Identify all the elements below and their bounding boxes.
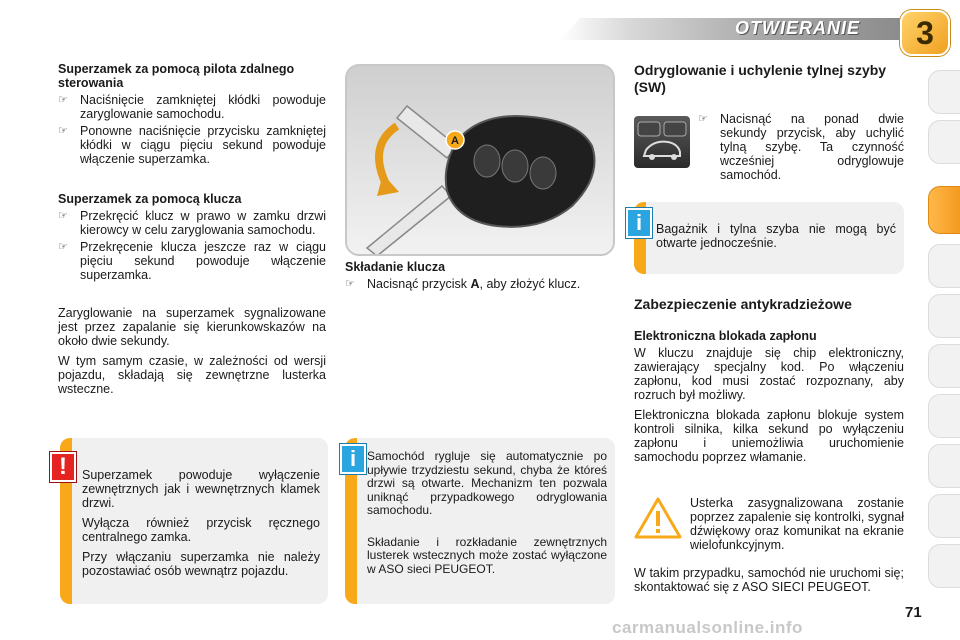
info-box-boot	[634, 202, 904, 274]
list-item: Nacisnąć na ponad dwie sekundy przycisk, aby uchylić tylną szybę. Ta czynność wcześniej odryglowuje samochód.	[720, 112, 904, 182]
chapter-tab-1[interactable]	[928, 70, 960, 114]
paragraph-contact-dealer: W takim przypadku, samochód nie uruchomi się; skontaktować się z ASO SIECI PEUGEOT.	[634, 566, 904, 594]
rear-window-instruction	[698, 112, 904, 182]
chapter-tab-6[interactable]	[928, 344, 960, 388]
chapter-tab-7[interactable]	[928, 394, 960, 438]
list-item: Naciśnięcie zamkniętej kłódki powoduje zaryglowanie samochodu.	[80, 93, 326, 121]
list-item-text: , aby złożyć klucz.	[479, 277, 581, 291]
bullet-hand-icon: ☞	[58, 241, 68, 253]
paragraph-immobiliser-chip: W kluczu znajduje się chip elektroniczny, zawierający specjalny kod. Po włączeniu zapłonu, kod musi zostać rozpoznany, aby rozruch był możliwy.	[634, 346, 904, 402]
info-icon: i	[340, 444, 366, 474]
section-title-antitheft: Zabezpieczenie antykradzieżowe	[634, 296, 852, 312]
list-item: Przekręcić klucz w prawo w zamku drzwi kierowcy w celu zaryglowania samochodu.	[80, 209, 326, 237]
warning-paragraph: Przy włączaniu superzamka nie należy pozostawiać osób wewnątrz pojazdu.	[82, 550, 320, 578]
chapter-tab-2[interactable]	[928, 120, 960, 164]
subsection-title-immobiliser: Elektroniczna blokada zapłonu	[634, 329, 817, 343]
warning-triangle-icon	[634, 496, 682, 540]
car-rear-window-icon	[634, 116, 690, 168]
section-title-rear-window: Odryglowanie i uchylenie tylnej szyby (SW)	[634, 62, 887, 95]
paragraph-fault-signal: Usterka zasygnalizowana zostanie poprzez zapalenie się kontrolki, sygnał dźwiękowy oraz komunikat na ekranie wielofunkcyjnym.	[690, 496, 905, 552]
remote-key-icon	[347, 66, 615, 256]
list-item: Ponowne naciśnięcie przycisku zamkniętej kłódki w ciągu pięciu sekund powoduje włączenie superzamka.	[80, 124, 326, 166]
info-icon: i	[626, 208, 652, 238]
list-item-key: A	[470, 277, 480, 291]
list-item	[367, 277, 580, 291]
paragraph-mirrors-fold: W tym samym czasie, w zależności od wersji pojazdu, składają się zewnętrzne lusterka wsteczne.	[58, 354, 326, 396]
chapter-number-badge: 3	[900, 10, 950, 56]
list-item-text: Nacisnąć przycisk	[367, 277, 471, 291]
chapter-tab-8[interactable]	[928, 444, 960, 488]
chapter-title: OTWIERANIE	[735, 18, 860, 38]
column-middle	[345, 260, 615, 291]
column-left	[58, 62, 326, 396]
chapter-tab-9[interactable]	[928, 494, 960, 538]
paragraph-immobiliser-block: Elektroniczna blokada zapłonu blokuje system kontroli silnika, kilka sekund po wyłączeniu zapłonu i uniemożliwia uruchomienie samochodu poprzez włamanie.	[634, 408, 904, 464]
rear-window-button-image	[634, 116, 690, 168]
list-item: Przekręcenie klucza jeszcze raz w ciągu pięciu sekund powoduje włączenie superzamka.	[80, 240, 326, 282]
chapter-tab-10[interactable]	[928, 544, 960, 588]
info-box-autolock	[345, 438, 615, 604]
section-title-folding-key: Składanie klucza	[345, 260, 446, 274]
warning-exclamation-icon: !	[50, 452, 76, 482]
watermark: carmanualsonline.info	[612, 618, 803, 637]
info-paragraph: Bagażnik i tylna szyba nie mogą być otwarte jednocześnie.	[656, 222, 896, 250]
column-right	[634, 62, 904, 96]
paragraph-deadlock-signal: Zaryglowanie na superzamek sygnalizowane jest przez zapalanie się kierunkowskazów na około dwie sekundy.	[58, 306, 326, 348]
info-paragraph: Składanie i rozkładanie zewnętrznych lusterek wstecznych może zostać wyłączone w ASO sieci PEUGEOT.	[367, 534, 607, 576]
chapter-tab-4[interactable]	[928, 244, 960, 288]
warning-paragraph: Wyłącza również przycisk ręcznego centralnego zamka.	[82, 516, 320, 544]
chapter-tab-5[interactable]	[928, 294, 960, 338]
warning-paragraph: Superzamek powoduje wyłączenie zewnętrznych jak i wewnętrznych klamek drzwi.	[82, 468, 320, 510]
page-number: 71	[905, 604, 922, 621]
info-paragraph: Samochód rygluje się automatycznie po upływie trzydziestu sekund, chyba że któreś drzwi są otwarte. Mechanizm ten pozwala uniknąć przypadkowego odryglowania samochodu.	[367, 449, 607, 517]
section-title-remote-deadlock: Superzamek za pomocą pilota zdalnego sterowania	[58, 62, 295, 90]
bullet-hand-icon: ☞	[58, 94, 68, 106]
bullet-hand-icon: ☞	[698, 113, 708, 125]
warning-box	[60, 438, 328, 604]
chapter-tab-active[interactable]	[928, 186, 960, 234]
bullet-hand-icon: ☞	[345, 278, 355, 290]
info-box-content	[367, 450, 607, 576]
key-illustration	[345, 64, 615, 256]
section-title-key-deadlock: Superzamek za pomocą klucza	[58, 192, 242, 206]
info-box-content	[656, 222, 896, 250]
antitheft-section	[634, 296, 904, 464]
button-a-label: A	[451, 135, 459, 147]
bullet-hand-icon: ☞	[58, 210, 68, 222]
warning-box-content	[82, 468, 320, 578]
bullet-hand-icon: ☞	[58, 125, 68, 137]
